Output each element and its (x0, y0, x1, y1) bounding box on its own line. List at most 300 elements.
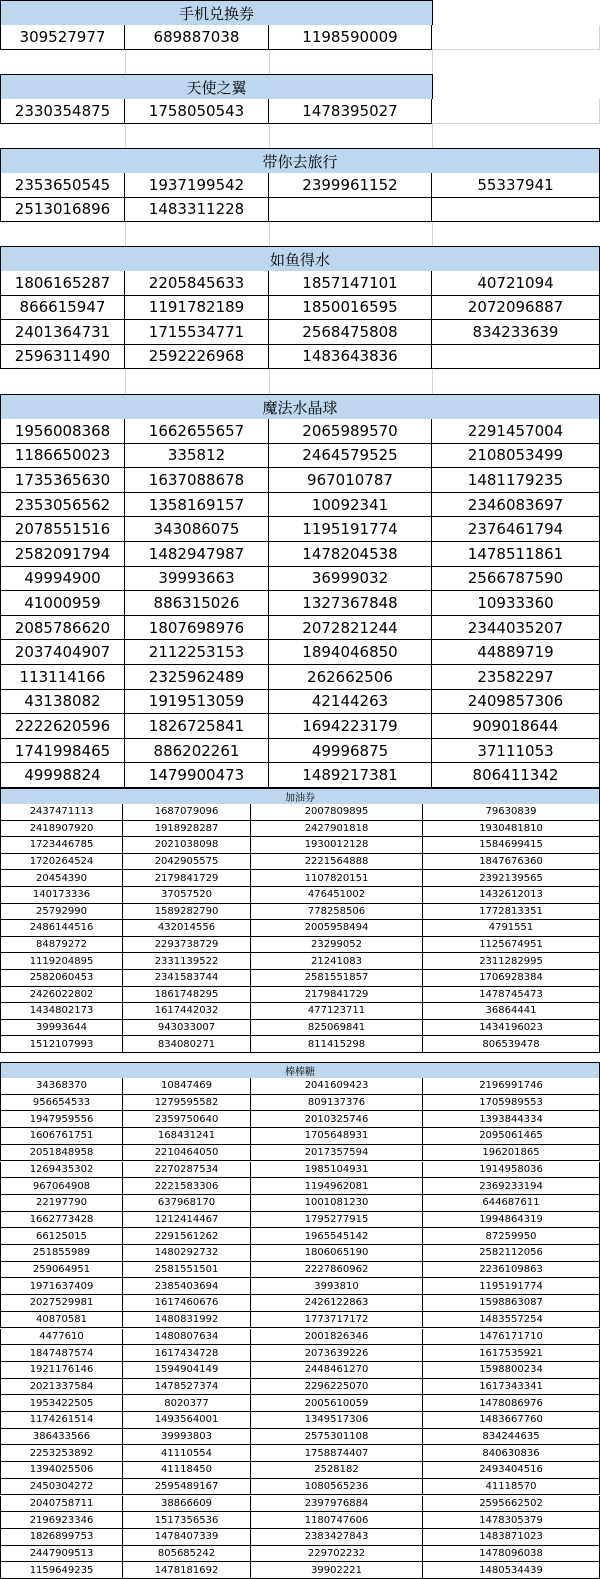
table-cell[interactable]: 43138082 (0, 690, 125, 715)
table-cell[interactable]: 2037404907 (0, 640, 125, 665)
table-cell[interactable]: 2581551857 (251, 970, 423, 987)
table-cell[interactable]: 2513016896 (0, 198, 125, 223)
table-cell[interactable]: 834080271 (123, 1036, 251, 1053)
table-cell[interactable]: 1394025506 (0, 1462, 123, 1479)
table-cell[interactable]: 2399961152 (269, 173, 432, 198)
table-cell[interactable]: 1758874407 (251, 1445, 423, 1462)
table-cell[interactable]: 1795277915 (251, 1212, 423, 1229)
table-cell[interactable]: 1476171710 (423, 1329, 600, 1346)
table-cell[interactable]: 1480807634 (123, 1329, 251, 1346)
table-cell[interactable]: 2409857306 (432, 690, 600, 715)
table-cell[interactable]: 39993663 (125, 567, 269, 592)
table-cell[interactable]: 477123711 (251, 1003, 423, 1020)
table-cell[interactable]: 1479900473 (125, 763, 269, 788)
table-row (0, 1128, 600, 1145)
table-cell[interactable]: 1617535921 (423, 1345, 600, 1362)
table-cell[interactable]: 1850016595 (269, 296, 432, 321)
table-cell[interactable]: 1930481810 (423, 821, 600, 838)
table-cell[interactable]: 1617442032 (123, 1003, 251, 1020)
table-cell[interactable]: 1080565236 (251, 1479, 423, 1496)
table-cell[interactable]: 1994864319 (423, 1212, 600, 1229)
table-cell[interactable]: 1894046850 (269, 640, 432, 665)
table-cell[interactable]: 1694223179 (269, 714, 432, 739)
table-cell[interactable]: 2437471113 (0, 804, 123, 821)
table-cell[interactable]: 1194962081 (251, 1178, 423, 1195)
table-cell[interactable]: 2179841729 (251, 987, 423, 1004)
table-cell[interactable]: 1483557254 (423, 1312, 600, 1329)
table-cell[interactable]: 25792990 (0, 904, 123, 921)
table-cell[interactable]: 2296225070 (251, 1379, 423, 1396)
table-cell[interactable]: 1159649235 (0, 1562, 123, 1579)
table-cell[interactable]: 2085786620 (0, 616, 125, 641)
table-cell[interactable]: 113114166 (0, 665, 125, 690)
table-cell[interactable]: 343086075 (125, 517, 269, 542)
table-cell[interactable]: 23582297 (432, 665, 600, 690)
table-cell[interactable]: 2291561262 (123, 1228, 251, 1245)
table-cell[interactable]: 778258506 (251, 904, 423, 921)
table-cell[interactable]: 1119204895 (0, 953, 123, 970)
table-cell[interactable]: 1806065190 (251, 1245, 423, 1262)
table-cell[interactable]: 1483643836 (269, 345, 432, 370)
empty-cell[interactable] (432, 25, 600, 50)
table-cell[interactable]: 2205845633 (125, 271, 269, 296)
table-cell[interactable]: 2401364731 (0, 320, 125, 345)
table-cell[interactable]: 805685242 (123, 1546, 251, 1563)
table-cell[interactable]: 432014556 (123, 920, 251, 937)
table-cell[interactable]: 1478511861 (432, 542, 600, 567)
table-cell[interactable]: 2392139565 (423, 870, 600, 887)
table-cell[interactable]: 1706928384 (423, 970, 600, 987)
table-cell[interactable]: 335812 (125, 444, 269, 469)
table-cell[interactable]: 2021337584 (0, 1379, 123, 1396)
table-cell[interactable]: 2042905575 (123, 854, 251, 871)
table-cell[interactable]: 42144263 (269, 690, 432, 715)
table-cell[interactable]: 40721094 (432, 271, 600, 296)
table-cell[interactable]: 2426022802 (0, 987, 123, 1004)
table-cell[interactable] (432, 345, 600, 370)
table-cell[interactable]: 2376461794 (432, 517, 600, 542)
table-cell[interactable]: 1001081230 (251, 1195, 423, 1212)
table-cell[interactable]: 1637088678 (125, 468, 269, 493)
table-cell[interactable]: 2270287534 (123, 1162, 251, 1179)
table-cell[interactable]: 2592226968 (125, 345, 269, 370)
table-cell[interactable]: 4477610 (0, 1329, 123, 1346)
table-cell[interactable]: 2179841729 (123, 870, 251, 887)
table-cell[interactable]: 1617460676 (123, 1295, 251, 1312)
table-cell[interactable]: 2566787590 (432, 567, 600, 592)
empty-cell[interactable] (432, 99, 600, 124)
table-cell[interactable]: 1517356536 (123, 1512, 251, 1529)
table-cell[interactable]: 2236109863 (423, 1262, 600, 1279)
table-cell[interactable]: 1482947987 (125, 542, 269, 567)
table-cell[interactable]: 834233639 (432, 320, 600, 345)
table-cell[interactable]: 2051848958 (0, 1145, 123, 1162)
table-cell[interactable]: 2072096887 (432, 296, 600, 321)
table-cell[interactable]: 2073639226 (251, 1345, 423, 1362)
table-cell[interactable]: 1772813351 (423, 904, 600, 921)
table-row (0, 493, 600, 518)
table-cell[interactable]: 909018644 (432, 714, 600, 739)
table-cell[interactable]: 1483667760 (423, 1412, 600, 1429)
table-cell[interactable]: 2210464050 (123, 1145, 251, 1162)
table-cell[interactable]: 49998824 (0, 763, 125, 788)
table-cell[interactable]: 1493564001 (123, 1412, 251, 1429)
table-row (0, 198, 600, 223)
table-cell[interactable]: 2007809895 (251, 804, 423, 821)
table-cell[interactable]: 1186650023 (0, 444, 125, 469)
section-title: 手机兑换券 (0, 0, 433, 26)
table-cell[interactable]: 2353056562 (0, 493, 125, 518)
table-cell[interactable]: 1947959556 (0, 1111, 123, 1128)
table-cell[interactable]: 1478181692 (123, 1562, 251, 1579)
table-cell[interactable]: 1773717172 (251, 1312, 423, 1329)
table-cell[interactable]: 2383427843 (251, 1529, 423, 1546)
table-cell[interactable]: 2311282995 (423, 953, 600, 970)
table-cell[interactable]: 1212414467 (123, 1212, 251, 1229)
table-cell[interactable]: 1937199542 (125, 173, 269, 198)
table-cell[interactable]: 967010787 (269, 468, 432, 493)
table-row (0, 1395, 600, 1412)
table-cell[interactable]: 79630839 (423, 804, 600, 821)
table-cell[interactable]: 2427901818 (251, 821, 423, 838)
table-cell[interactable]: 1956008368 (0, 419, 125, 444)
table-cell[interactable]: 1606761751 (0, 1128, 123, 1145)
table-row (0, 665, 600, 690)
table-cell[interactable]: 1861748295 (123, 987, 251, 1004)
table-cell[interactable] (432, 198, 600, 223)
table-row (0, 953, 600, 970)
table-cell[interactable]: 2359750640 (123, 1111, 251, 1128)
table-cell[interactable]: 1269435302 (0, 1162, 123, 1179)
table-cell[interactable]: 2447909513 (0, 1546, 123, 1563)
table-cell[interactable]: 44889719 (432, 640, 600, 665)
table-cell[interactable]: 23299052 (251, 937, 423, 954)
table-cell[interactable]: 40870581 (0, 1312, 123, 1329)
table-cell[interactable]: 2112253153 (125, 640, 269, 665)
table-row (0, 419, 600, 444)
table-cell[interactable]: 2582091794 (0, 542, 125, 567)
table-row (0, 1562, 600, 1579)
table-cell[interactable]: 1584699415 (423, 837, 600, 854)
table-cell[interactable]: 2027529981 (0, 1295, 123, 1312)
table-cell[interactable]: 168431241 (123, 1128, 251, 1145)
table-cell[interactable]: 811415298 (251, 1036, 423, 1053)
table-cell[interactable]: 1478086976 (423, 1395, 600, 1412)
table-cell[interactable]: 2253253892 (0, 1445, 123, 1462)
table-cell[interactable]: 41110554 (123, 1445, 251, 1462)
table-cell[interactable]: 66125015 (0, 1228, 123, 1245)
table-cell[interactable]: 49996875 (269, 739, 432, 764)
table-cell[interactable]: 1174261514 (0, 1412, 123, 1429)
table-cell[interactable]: 967064908 (0, 1178, 123, 1195)
table-cell[interactable]: 2450304272 (0, 1479, 123, 1496)
table-cell[interactable]: 1478305379 (423, 1512, 600, 1529)
table-cell[interactable]: 806411342 (432, 763, 600, 788)
table-cell[interactable]: 8020377 (123, 1395, 251, 1412)
table-cell[interactable]: 2078551516 (0, 517, 125, 542)
table-cell[interactable]: 1512107993 (0, 1036, 123, 1053)
table-cell[interactable]: 476451002 (251, 887, 423, 904)
table-cell[interactable]: 1720264524 (0, 854, 123, 871)
table-cell[interactable]: 1594904149 (123, 1362, 251, 1379)
table-cell[interactable]: 2001826346 (251, 1329, 423, 1346)
section-6 (0, 788, 600, 1053)
table-cell[interactable]: 309527977 (0, 25, 125, 50)
table-cell[interactable]: 886202261 (125, 739, 269, 764)
table-cell[interactable]: 84879272 (0, 937, 123, 954)
table-cell[interactable]: 229702232 (251, 1546, 423, 1563)
table-cell[interactable]: 2005610059 (251, 1395, 423, 1412)
table-cell[interactable]: 36864441 (423, 1003, 600, 1020)
table-cell[interactable]: 1971637409 (0, 1278, 123, 1295)
table-cell[interactable]: 1705648931 (251, 1128, 423, 1145)
table-cell[interactable]: 262662506 (269, 665, 432, 690)
table-cell[interactable]: 1723446785 (0, 837, 123, 854)
table-cell[interactable]: 1589282790 (123, 904, 251, 921)
table-cell[interactable]: 1735365630 (0, 468, 125, 493)
table-cell[interactable]: 2010325746 (251, 1111, 423, 1128)
table-cell[interactable]: 2005958494 (251, 920, 423, 937)
table-cell[interactable]: 140173336 (0, 887, 123, 904)
table-cell[interactable]: 10847469 (123, 1078, 251, 1095)
table-cell[interactable]: 1478204538 (269, 542, 432, 567)
table-cell[interactable]: 806539478 (423, 1036, 600, 1053)
table-cell[interactable]: 1741998465 (0, 739, 125, 764)
table-cell[interactable]: 2426122863 (251, 1295, 423, 1312)
table-cell[interactable]: 10933360 (432, 591, 600, 616)
table-cell[interactable]: 2344035207 (432, 616, 600, 641)
table-cell[interactable]: 834244635 (423, 1429, 600, 1446)
table-cell[interactable]: 2040758711 (0, 1496, 123, 1513)
table-cell[interactable]: 386433566 (0, 1429, 123, 1446)
table-cell[interactable]: 1857147101 (269, 271, 432, 296)
table-row (0, 739, 600, 764)
table-cell[interactable]: 4791551 (423, 920, 600, 937)
table-cell[interactable]: 2353650545 (0, 173, 125, 198)
table-cell[interactable]: 1483871023 (423, 1529, 600, 1546)
table-row (0, 763, 600, 788)
table-cell[interactable]: 55337941 (432, 173, 600, 198)
table-cell[interactable]: 1478096038 (423, 1546, 600, 1563)
table-cell[interactable]: 1481179235 (432, 468, 600, 493)
table-cell[interactable]: 866615947 (0, 296, 125, 321)
table-cell[interactable]: 1662773428 (0, 1212, 123, 1229)
table-cell[interactable]: 809137376 (251, 1095, 423, 1112)
table-row (0, 1145, 600, 1162)
table-cell[interactable]: 1480534439 (423, 1562, 600, 1579)
table-cell[interactable]: 689887038 (125, 25, 269, 50)
table-cell[interactable]: 2293738729 (123, 937, 251, 954)
table-cell[interactable]: 1483311228 (125, 198, 269, 223)
table-cell[interactable]: 2595489167 (123, 1479, 251, 1496)
table-cell[interactable]: 1195191774 (423, 1278, 600, 1295)
table-cell[interactable]: 1758050543 (125, 99, 269, 124)
table-cell[interactable]: 2595662502 (423, 1496, 600, 1513)
table-cell[interactable]: 2291457004 (432, 419, 600, 444)
table-row (0, 468, 600, 493)
table-cell[interactable]: 36999032 (269, 567, 432, 592)
table-cell[interactable]: 2196923346 (0, 1512, 123, 1529)
table-cell[interactable]: 2196991746 (423, 1078, 600, 1095)
table-cell[interactable]: 956654533 (0, 1095, 123, 1112)
table-cell[interactable]: 20454390 (0, 870, 123, 887)
table-cell[interactable]: 10092341 (269, 493, 432, 518)
table-cell[interactable]: 886315026 (125, 591, 269, 616)
table-row (0, 690, 600, 715)
table-cell[interactable]: 2330354875 (0, 99, 125, 124)
table-cell[interactable]: 1715534771 (125, 320, 269, 345)
table-cell[interactable]: 2222620596 (0, 714, 125, 739)
table-cell[interactable]: 1985104931 (251, 1162, 423, 1179)
table-cell[interactable]: 1478745473 (423, 987, 600, 1004)
table-cell[interactable]: 1478407339 (123, 1529, 251, 1546)
table-cell[interactable]: 37111053 (432, 739, 600, 764)
section-title: 魔法水晶球 (0, 394, 600, 420)
table-cell[interactable]: 1478527374 (123, 1379, 251, 1396)
table-cell[interactable]: 2493404516 (423, 1462, 600, 1479)
table-cell[interactable]: 39902221 (251, 1562, 423, 1579)
table-cell[interactable]: 1806165287 (0, 271, 125, 296)
table-cell[interactable]: 637968170 (123, 1195, 251, 1212)
table-cell[interactable]: 1847676360 (423, 854, 600, 871)
table-cell[interactable]: 1432612013 (423, 887, 600, 904)
table-cell[interactable]: 1826899753 (0, 1529, 123, 1546)
table-cell[interactable]: 1480292732 (123, 1245, 251, 1262)
table-cell[interactable]: 37057520 (123, 887, 251, 904)
table-cell[interactable]: 1434802173 (0, 1003, 123, 1020)
section-3 (0, 148, 600, 222)
table-cell[interactable]: 2041609423 (251, 1078, 423, 1095)
table-cell[interactable]: 1965545142 (251, 1228, 423, 1245)
table-cell[interactable]: 2346083697 (432, 493, 600, 518)
table-cell[interactable]: 1198590009 (269, 25, 432, 50)
table-cell[interactable]: 825069841 (251, 1020, 423, 1037)
table-cell[interactable]: 1279595582 (123, 1095, 251, 1112)
table-cell[interactable]: 1434196023 (423, 1020, 600, 1037)
table-cell[interactable]: 1195191774 (269, 517, 432, 542)
table-cell[interactable]: 943033007 (123, 1020, 251, 1037)
table-cell[interactable]: 1478395027 (269, 99, 432, 124)
table-cell[interactable]: 87259950 (423, 1228, 600, 1245)
section-5 (0, 394, 600, 788)
table-cell[interactable]: 1921176146 (0, 1362, 123, 1379)
table-row (0, 1295, 600, 1312)
table-cell[interactable]: 1807698976 (125, 616, 269, 641)
table-cell[interactable]: 1687079096 (123, 804, 251, 821)
table-cell[interactable]: 38866609 (123, 1496, 251, 1513)
table-cell[interactable]: 3993810 (251, 1278, 423, 1295)
table-cell[interactable]: 2582112056 (423, 1245, 600, 1262)
table-row (0, 1212, 600, 1229)
table-cell[interactable]: 2341583744 (123, 970, 251, 987)
table-row (0, 296, 600, 321)
table-cell[interactable]: 1919513059 (125, 690, 269, 715)
table-cell[interactable]: 1358169157 (125, 493, 269, 518)
table-cell[interactable]: 2448461270 (251, 1362, 423, 1379)
table-cell[interactable]: 1930012128 (251, 837, 423, 854)
table-cell[interactable]: 2581551501 (123, 1262, 251, 1279)
table-cell[interactable]: 1489217381 (269, 763, 432, 788)
table-cell[interactable]: 21241083 (251, 953, 423, 970)
table-cell[interactable]: 1349517306 (251, 1412, 423, 1429)
table-cell[interactable]: 2108053499 (432, 444, 600, 469)
table-cell[interactable]: 1480831992 (123, 1312, 251, 1329)
table-cell[interactable]: 1598863087 (423, 1295, 600, 1312)
section-4 (0, 246, 600, 369)
table-cell[interactable]: 34368370 (0, 1078, 123, 1095)
table-cell[interactable]: 2221583306 (123, 1178, 251, 1195)
table-cell[interactable]: 2464579525 (269, 444, 432, 469)
table-cell[interactable]: 2065989570 (269, 419, 432, 444)
table-cell[interactable]: 1953422505 (0, 1395, 123, 1412)
table-cell[interactable]: 2568475808 (269, 320, 432, 345)
table-cell[interactable]: 1617434728 (123, 1345, 251, 1362)
table-cell[interactable]: 1826725841 (125, 714, 269, 739)
table-cell[interactable]: 2486144516 (0, 920, 123, 937)
section-1 (0, 0, 600, 50)
table-cell[interactable]: 41118450 (123, 1462, 251, 1479)
table-cell[interactable]: 2385403694 (123, 1278, 251, 1295)
table-cell[interactable]: 1918928287 (123, 821, 251, 838)
table-cell[interactable] (269, 198, 432, 223)
table-cell[interactable]: 1617343341 (423, 1379, 600, 1396)
table-cell[interactable]: 259064951 (0, 1262, 123, 1279)
table-cell[interactable]: 1598800234 (423, 1362, 600, 1379)
table-cell[interactable]: 2221564888 (251, 854, 423, 871)
table-cell[interactable]: 39993803 (123, 1429, 251, 1446)
table-cell[interactable]: 39993644 (0, 1020, 123, 1037)
table-row (0, 1078, 600, 1095)
table-row (0, 591, 600, 616)
table-cell[interactable]: 2582060453 (0, 970, 123, 987)
table-cell[interactable]: 2528182 (251, 1462, 423, 1479)
table-cell[interactable]: 2227860962 (251, 1262, 423, 1279)
table-cell[interactable]: 2021038098 (123, 837, 251, 854)
table-cell[interactable]: 49994900 (0, 567, 125, 592)
table-cell[interactable]: 1125674951 (423, 937, 600, 954)
table-cell[interactable]: 1180747606 (251, 1512, 423, 1529)
table-cell[interactable]: 1705989553 (423, 1095, 600, 1112)
table-cell[interactable]: 1107820151 (251, 870, 423, 887)
table-row (0, 804, 600, 821)
table-cell[interactable]: 251855989 (0, 1245, 123, 1262)
table-cell[interactable]: 2095061465 (423, 1128, 600, 1145)
table-cell[interactable]: 2017357594 (251, 1145, 423, 1162)
table-cell[interactable]: 1327367848 (269, 591, 432, 616)
table-cell[interactable]: 41000959 (0, 591, 125, 616)
table-cell[interactable]: 41118570 (423, 1479, 600, 1496)
table-cell[interactable]: 1914958036 (423, 1162, 600, 1179)
table-cell[interactable]: 1191782189 (125, 296, 269, 321)
table-row (0, 1278, 600, 1295)
table-cell[interactable]: 22197790 (0, 1195, 123, 1212)
table-cell[interactable]: 196201865 (423, 1145, 600, 1162)
table-cell[interactable]: 1662655657 (125, 419, 269, 444)
table-cell[interactable]: 2397976884 (251, 1496, 423, 1513)
table-cell[interactable]: 2331139522 (123, 953, 251, 970)
table-cell[interactable]: 2369233194 (423, 1178, 600, 1195)
table-cell[interactable]: 840630836 (423, 1445, 600, 1462)
table-cell[interactable]: 2072821244 (269, 616, 432, 641)
table-cell[interactable]: 1393844334 (423, 1111, 600, 1128)
table-cell[interactable]: 644687611 (423, 1195, 600, 1212)
table-cell[interactable]: 2596311490 (0, 345, 125, 370)
table-cell[interactable]: 2325962489 (125, 665, 269, 690)
table-row (0, 1262, 600, 1279)
table-cell[interactable]: 2418907920 (0, 821, 123, 838)
table-cell[interactable]: 1847487574 (0, 1345, 123, 1362)
table-cell[interactable]: 2575301108 (251, 1429, 423, 1446)
